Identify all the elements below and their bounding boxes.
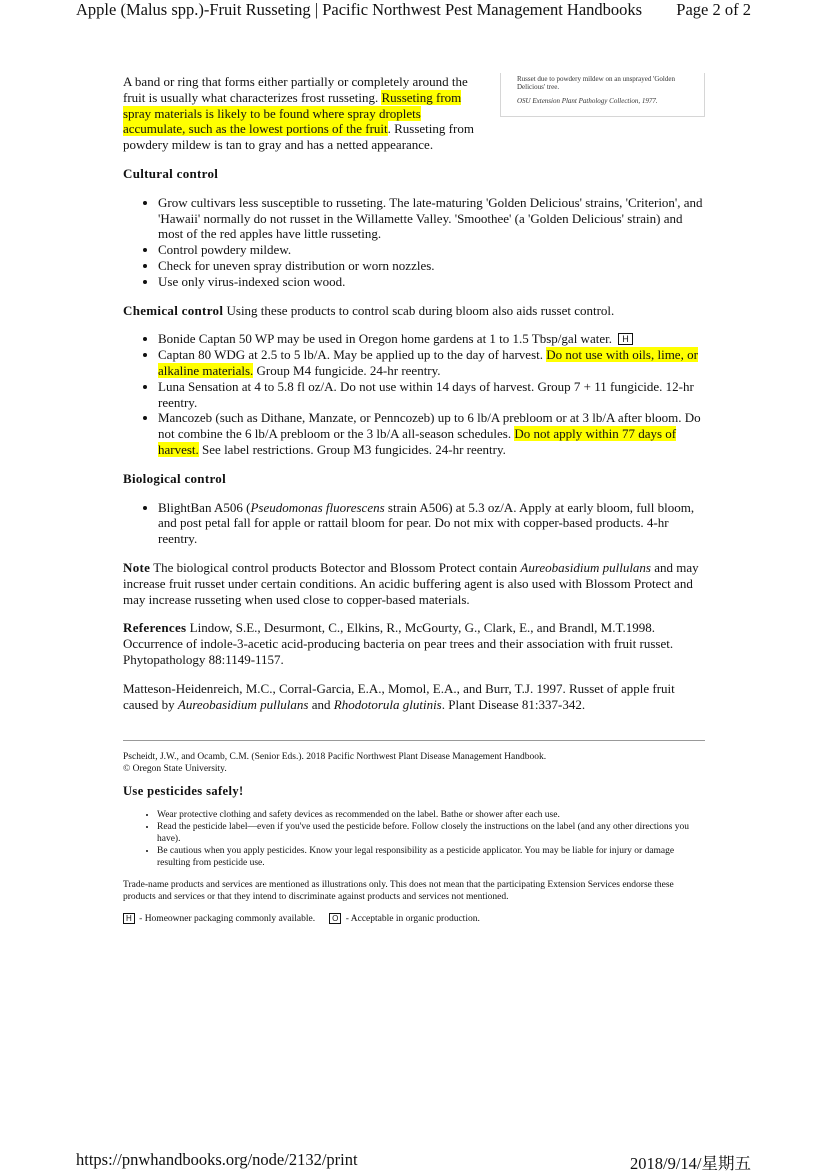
reference-1	[123, 620, 705, 667]
page-url: https://pnwhandbooks.org/node/2132/print	[76, 1150, 358, 1169]
badge-legend	[123, 913, 705, 925]
safety-list	[123, 809, 705, 869]
chemical-control-heading: Chemical control	[123, 302, 224, 318]
species-name: Aureobasidium pullulans	[520, 559, 651, 575]
cultural-control-list	[123, 195, 705, 290]
list-item-text-end: See label restrictions. Group M3 fungicides. 24-hr reentry.	[198, 441, 506, 457]
intro-highlight: Russeting from spray materials is likely to be found where spray droplets accumulate, such as the lowest portions of the fruit	[123, 89, 462, 137]
copyright-line: © Oregon State University.	[123, 764, 227, 775]
page-title: Apple (Malus spp.)-Fruit Russeting | Pacific Northwest Pest Management Handbooks	[76, 0, 643, 19]
list-item: • Wear protective clothing and safety devices as recommended on the label. Bathe or shower after each use.	[157, 809, 705, 821]
safety-heading: Use pesticides safely!	[123, 784, 244, 799]
image-caption: Russet due to powdery mildew on an unsprayed 'Golden Delicious' tree.	[517, 75, 675, 91]
list-item	[158, 331, 705, 347]
citation-line: Pscheidt, J.W., and Ocamb, C.M. (Senior Eds.). 2018 Pacific Northwest Plant Disease Management Handbook.	[123, 752, 547, 763]
note-paragraph	[123, 560, 705, 607]
list-item: • Control powdery mildew.	[158, 242, 705, 258]
species-name: Rhodotorula glutinis	[333, 696, 442, 712]
reference-2	[123, 681, 705, 713]
list-item: • Grow cultivars less susceptible to russeting. The late-maturing 'Golden Delicious' strains, 'Criterion', and 'Hawaii' normally do not russet in the Willamette Valley. 'Smoothee' (a 'Golden Delicious' strain) and most of the red apples have little russeting.	[158, 195, 705, 242]
legend-text: - Acceptable in organic production.	[343, 914, 480, 925]
section-divider	[123, 740, 705, 741]
list-item	[158, 410, 705, 457]
organic-badge: O	[329, 913, 341, 924]
print-date: 2018/9/14/星期五	[629, 1154, 751, 1173]
reference-text-end: . Plant Disease 81:337-342.	[441, 696, 586, 712]
biological-control-list	[123, 500, 705, 547]
list-item: • Read the pesticide label—even if you've used the pesticide before. Follow closely the instructions on the label (and any other directions you have).	[157, 821, 705, 845]
list-item-text-end: strain A506) at 5.3 oz/A. Apply at early bloom, full bloom, and post petal fall for apple or rattail bloom for pear. Do not mix with copper-based products. 4-hr reentry.	[158, 499, 695, 547]
list-item	[158, 347, 705, 379]
list-item-text: Bonide Captan 50 WP may be used in Oregon home gardens at 1 to 1.5 Tbsp/gal water.	[158, 331, 612, 347]
reference-text: Lindow, S.E., Desurmont, C., Elkins, R., McGourty, G., Clark, E., and Brandl, M.T.1998. Occurrence of indole-3-acetic acid-producing bacteria on pear trees and their association with fruit russet. Phytopathology 88:1149-1157.	[123, 620, 674, 667]
reference-text-mid: and	[308, 696, 334, 712]
list-item: • Use only virus-indexed scion wood.	[158, 274, 705, 290]
intro-text-end: . Russeting from powdery mildew is tan to gray and has a netted appearance.	[123, 121, 474, 153]
print-header	[76, 0, 751, 22]
image-caption-source: OSU Extension Plant Pathology Collection, 1977.	[517, 97, 658, 105]
cultural-control-heading: Cultural control	[123, 165, 219, 181]
homeowner-badge: H	[123, 913, 135, 924]
references-label: References	[123, 620, 187, 636]
intro-text: A band or ring that forms either partially or completely around the fruit is usually what characterizes frost russeting.	[123, 74, 468, 105]
list-item-text: BlightBan A506 (	[158, 499, 251, 515]
note-label: Note	[123, 559, 151, 575]
list-item-text: Mancozeb (such as Dithane, Manzate, or Penncozeb) up to 6 lb/A prebloom or at 3 lb/A after bloom. Do not combine the 6 lb/A prebloom or the 3 lb/A all-season schedules.	[158, 410, 701, 442]
handbook-footer-block	[123, 751, 705, 925]
list-item	[158, 500, 705, 547]
warning-highlight: Do not use with oils, lime, or alkaline materials.	[158, 347, 698, 378]
note-text-end: and may increase fruit russet under certain conditions. An acidic buffering agent is also used with Blossom Protect and may increase russeting when used close to copper-based materials.	[123, 559, 699, 607]
legend-text: - Homeowner packaging commonly available.	[136, 914, 316, 925]
list-item: • Check for uneven spray distribution or worn nozzles.	[158, 258, 705, 274]
chemical-control-intro: Using these products to control scab during bloom also aids russet control.	[223, 302, 615, 318]
list-item-text-end: Group M4 fungicide. 24-hr reentry.	[253, 362, 441, 378]
list-item: • Be cautious when you apply pesticides. Know your legal responsibility as a pesticide applicator. You may be liable for injury or damage resulting from pesticide use.	[157, 845, 705, 869]
page-number: Page 2 of 2	[676, 0, 751, 19]
reference-text: Matteson-Heidenreich, M.C., Corral-Garcia, E.A., Momol, E.A., and Burr, T.J. 1997. Russet of apple fruit caused by	[123, 680, 675, 712]
chemical-control-paragraph	[123, 303, 705, 319]
biological-control-heading: Biological control	[123, 470, 227, 486]
homeowner-badge: H	[618, 333, 633, 345]
list-item-text: Captan 80 WDG at 2.5 to 5 lb/A. May be applied up to the day of harvest.	[158, 347, 547, 363]
chemical-control-list	[123, 331, 705, 457]
warning-highlight: Do not apply within 77 days of harvest.	[158, 426, 677, 457]
disclaimer: Trade-name products and services are mentioned as illustrations only. This does not mean that the participating Extension Services endorse these products and services or that they intend to discriminate against products and services not mentioned.	[123, 880, 674, 903]
species-name: Aureobasidium pullulans	[177, 696, 309, 712]
species-name: Pseudomonas fluorescens	[250, 499, 385, 515]
list-item: • Luna Sensation at 4 to 5.8 fl oz/A. Do not use within 14 days of harvest. Group 7 + 11 fungicide. 12-hr reentry.	[158, 379, 705, 411]
print-footer	[76, 1150, 751, 1173]
note-text: The biological control products Botector and Blossom Protect contain	[150, 559, 521, 575]
image-caption-box	[500, 73, 705, 117]
article-body	[123, 74, 705, 925]
citation	[123, 751, 705, 775]
